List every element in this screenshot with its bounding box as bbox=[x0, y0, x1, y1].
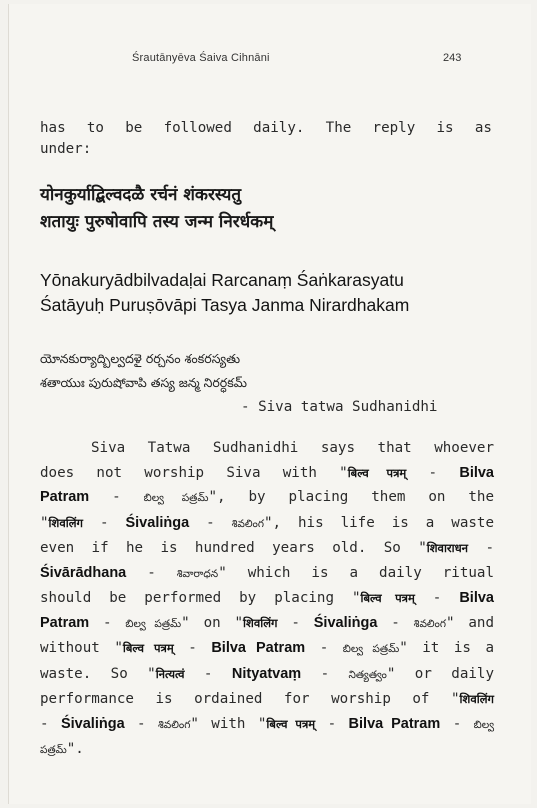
intro-line-2: under: bbox=[40, 141, 92, 157]
para-line-4: "शिवलिंग - Śivaliṅga - శివలింగ", his life is a waste bbox=[40, 514, 495, 531]
running-title: Śrautānyēva Śaiva Cihnāni bbox=[132, 52, 270, 64]
para-line-3: Patram - బిల్వ పత్రమ్", by placing them on the bbox=[40, 489, 495, 505]
para-line-9: without "बिल्व पत्रम् - Bilva Patram - బిల్వ పత్రమ్" it is a bbox=[40, 640, 495, 656]
para-line-8: Patram - బిల్వ పత్రమ్" on "शिवलिंग - Śivaliṅga - శివలింగ" and bbox=[40, 614, 495, 631]
body-paragraph bbox=[40, 436, 494, 763]
verse-transliteration-line-2: Śatāyuḥ Puruṣōvāpi Tasya Janma Nirardhakam bbox=[40, 295, 410, 315]
verse-telugu-line-2: శతాయుః పురుషోవాపి తస్య జన్మ నిరర్ధకమ్ bbox=[40, 375, 247, 390]
page-number: 243 bbox=[443, 52, 462, 64]
running-header bbox=[0, 52, 537, 70]
verse-devanagari-line-1: योनकुर्याद्बिल्वदळै रर्चनं शंकरस्यतु bbox=[40, 185, 242, 205]
para-line-6: Śivārādhana - శివారాధన" which is a daily ritual bbox=[40, 564, 494, 581]
verse-attribution: - Siva tatwa Sudhanidhi bbox=[241, 399, 438, 415]
para-line-1: Siva Tatwa Sudhanidhi says that whoever bbox=[91, 440, 494, 456]
para-line-12: - Śivaliṅga - శివలింగ" with "बिल्व पत्रम् - Bilva Patram - బిల్వ bbox=[40, 715, 495, 732]
para-line-7: should be performed by placing "बिल्व पत्रम् - Bilva bbox=[40, 590, 494, 606]
intro-line-1: has to be followed daily. The reply is as bbox=[40, 120, 492, 136]
verse-telugu-line-1: యోనకుర్యాద్బిల్వదళై రర్చనం శంకరస్యతు bbox=[40, 351, 241, 366]
para-line-10: waste. So "नित्यत्वं - Nityatvaṃ - నిత్యత్వం" or daily bbox=[40, 665, 495, 682]
para-line-2: does not worship Siva with "बिल्व पत्रम् - Bilva bbox=[40, 464, 495, 481]
para-line-5: even if he is hundred years old. So "शिवाराधन - bbox=[40, 540, 494, 556]
para-line-11: performance is ordained for worship of "शिवलिंग bbox=[40, 691, 494, 707]
intro-paragraph bbox=[40, 118, 492, 160]
verse-devanagari-line-2: शतायुः पुरुषोवापि तस्य जन्म निरर्धकम् bbox=[40, 212, 274, 232]
para-line-13: పత్రమ్". bbox=[40, 741, 84, 757]
verse-transliteration-line-1: Yōnakuryādbilvadaḷai Rarcanaṃ Śaṅkarasyatu bbox=[40, 270, 404, 290]
